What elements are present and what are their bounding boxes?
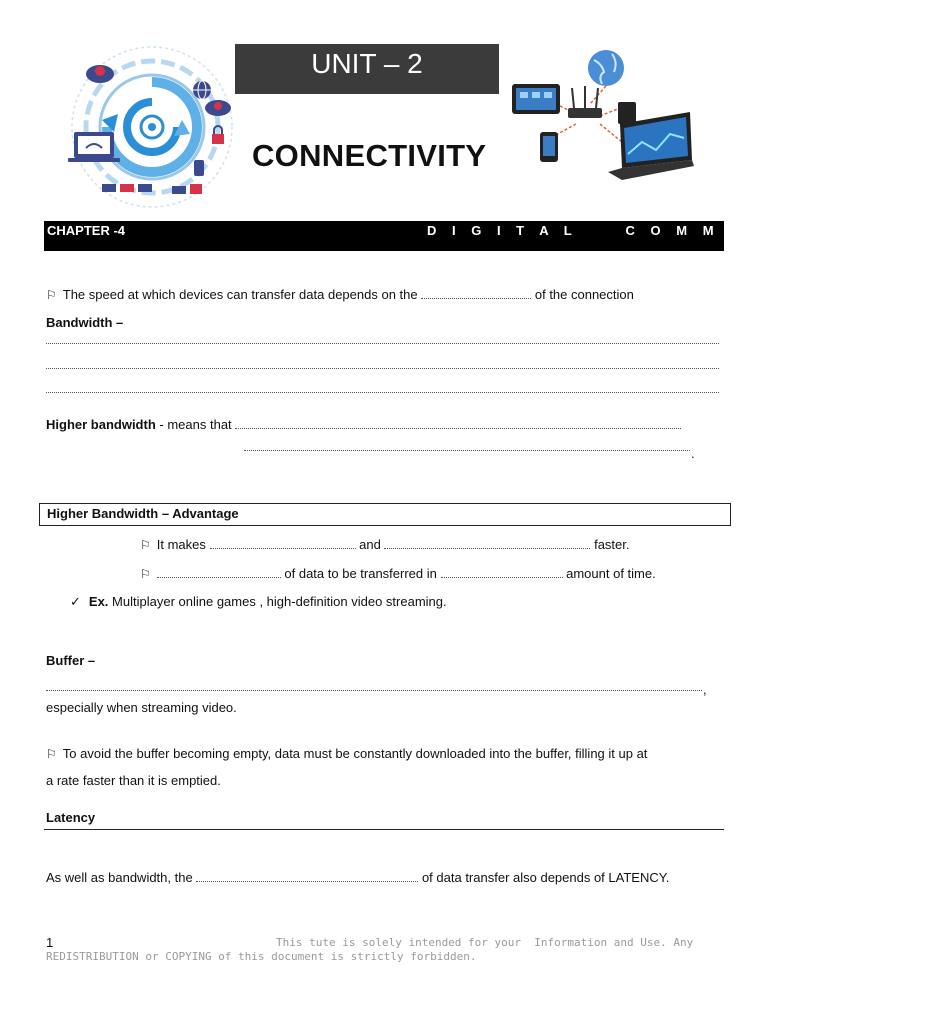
speed-blank[interactable]: [421, 286, 531, 299]
buffer-blank[interactable]: [46, 690, 702, 691]
speed-text-post: of the connection: [534, 287, 634, 302]
flag-icon: ⚐: [140, 567, 151, 581]
latency-blank[interactable]: [196, 869, 418, 882]
period: .: [691, 446, 695, 461]
latency-pre: As well as bandwidth, the: [46, 870, 193, 885]
phone-icon: [540, 132, 558, 162]
adv1-blank-1[interactable]: [210, 536, 356, 549]
globe-icon: [588, 50, 624, 86]
advantage-heading: Higher Bandwidth – Advantage: [47, 506, 239, 521]
bandwidth-blank-3[interactable]: [46, 392, 719, 393]
globe-icon: [193, 81, 211, 99]
advantage-item-1: [140, 536, 630, 553]
unit-banner: UNIT – 2: [235, 44, 499, 94]
buffer-note-line-1: To avoid the buffer becoming empty, data must be constantly downloaded into the buffer, filling it up at: [62, 746, 648, 761]
latency-question: [46, 869, 669, 886]
latency-heading: Latency: [46, 810, 96, 825]
chapter-label: CHAPTER -4: [47, 223, 126, 238]
footer-line-2: REDISTRIBUTION or COPYING of this document is strictly forbidden.: [46, 950, 477, 963]
higher-bandwidth-blank-1[interactable]: [235, 416, 681, 429]
flag-icon: ⚐: [46, 288, 57, 302]
higher-bandwidth-blank-2[interactable]: [244, 450, 690, 451]
advantage-heading-box: [39, 503, 731, 526]
page-number: 1: [46, 935, 54, 950]
comma: ,: [703, 682, 707, 697]
higher-bandwidth-question: [46, 416, 681, 433]
phone-icon: [194, 160, 204, 176]
adv2-mid: of data to be transferred in: [284, 566, 437, 581]
flag-icon: ⚐: [46, 747, 57, 761]
buffer-tail: especially when streaming video.: [46, 700, 237, 715]
laptop-icon: [68, 132, 120, 162]
bandwidth-blank-2[interactable]: [46, 368, 719, 369]
speed-text-pre: The speed at which devices can transfer data depends on the: [62, 287, 418, 302]
adv1-blank-2[interactable]: [384, 536, 590, 549]
speaker-icon: [618, 102, 636, 124]
buffer-label: Buffer –: [46, 653, 96, 668]
footer-line-1: This tute is solely intended for your Information and Use. Any: [276, 936, 694, 949]
connectivity-illustration: [62, 44, 242, 210]
cloud-icon: [86, 65, 114, 83]
router-icon: [568, 86, 602, 118]
latency-post: of data transfer also depends of LATENCY.: [421, 870, 670, 885]
tablet-icon: [512, 84, 560, 114]
page-title: CONNECTIVITY: [252, 138, 487, 173]
speed-question: [46, 286, 634, 303]
example-label: Ex.: [88, 594, 109, 609]
higher-bandwidth-text: - means that: [159, 417, 232, 432]
checkmark-icon: ✓: [70, 595, 81, 610]
footer-disclaimer: [46, 936, 726, 964]
chapter-name: D I G I T A L C O M M U N I C A T I O N: [427, 223, 931, 238]
bandwidth-label: Bandwidth –: [46, 315, 124, 330]
example-line: [70, 594, 447, 611]
higher-bandwidth-label: Higher bandwidth: [46, 417, 156, 432]
adv1-post: faster.: [594, 537, 630, 552]
adv2-blank-2[interactable]: [441, 565, 563, 578]
adv2-post: amount of time.: [566, 566, 656, 581]
example-text: Multiplayer online games , high-definition video streaming.: [112, 594, 447, 609]
devices-illustration: [510, 46, 696, 186]
cloud-icon: [205, 100, 231, 116]
adv1-mid: and: [359, 537, 381, 552]
advantage-item-2: [140, 565, 656, 582]
bandwidth-blank-1[interactable]: [46, 343, 719, 344]
chapter-bar: [44, 221, 931, 251]
adv2-blank-1[interactable]: [157, 565, 281, 578]
adv1-pre: It makes: [156, 537, 206, 552]
latency-divider: [44, 829, 724, 830]
buffer-note-line-2: a rate faster than it is emptied.: [46, 773, 221, 788]
flag-icon: ⚐: [140, 538, 151, 552]
buffer-note: [46, 746, 647, 762]
